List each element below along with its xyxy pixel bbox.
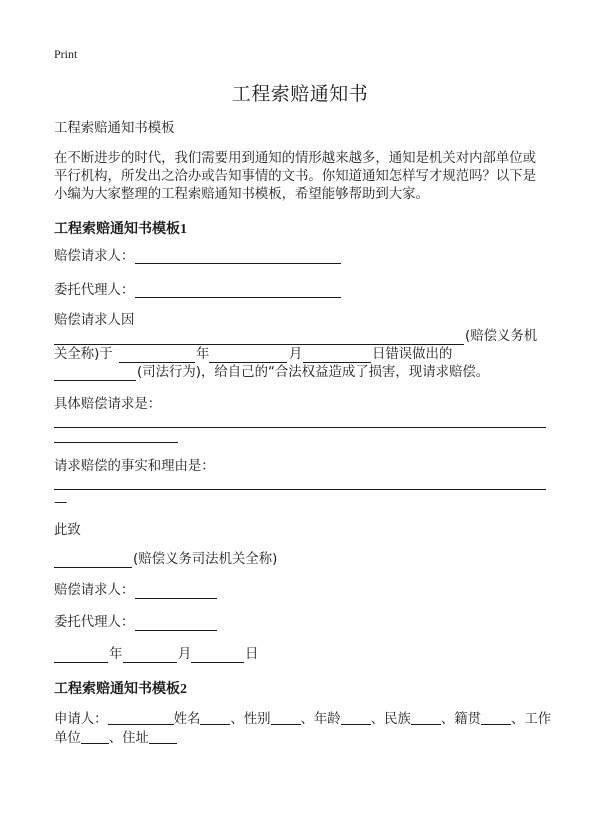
obligor-full-name-cont: 关全称)于 — [54, 347, 113, 362]
intro-line-2: 平行机构，所发出之洽办或告知事情的文书。你知道通知怎样写才规范吗？以下是 — [54, 169, 537, 184]
applicant-label: 申请人： — [54, 712, 108, 727]
claimant-sign-label: 赔偿请求人： — [54, 583, 135, 598]
to-label: 此致 — [54, 523, 81, 538]
date-day-label: 日 — [245, 647, 259, 662]
ethnicity-blank — [411, 710, 441, 725]
name-blank — [200, 710, 230, 725]
agent-blank — [135, 297, 341, 298]
specific-request-label: 具体赔偿请求是： — [54, 397, 162, 412]
date-month-label: 月 — [178, 647, 192, 662]
agent-sign-label: 委托代理人： — [54, 615, 135, 630]
recipient-text: (赔偿义务司法机关全称) — [133, 552, 278, 567]
date-month-blank — [123, 662, 177, 663]
date-year-label: 年 — [109, 647, 123, 662]
work-label: 、工作 — [511, 712, 552, 727]
obligor-full-name: (赔偿义务机 — [465, 329, 538, 344]
facts-label: 请求赔偿的事实和理由是： — [54, 459, 215, 474]
cause-label: 赔偿请求人因 — [54, 313, 135, 328]
page-title: 工程索赔通知书 — [231, 83, 369, 105]
year-label: 年 — [196, 347, 210, 362]
age-label: 、年龄 — [300, 712, 341, 727]
gender-blank — [271, 710, 301, 725]
unit-label: 单位 — [54, 731, 81, 746]
template2-heading: 工程索赔通知书模板2 — [54, 682, 187, 697]
address-label: 、住址 — [108, 731, 149, 746]
date-year-blank — [54, 662, 108, 663]
claimant-label: 赔偿请求人： — [54, 249, 135, 264]
specific-request-line-1 — [54, 427, 546, 428]
agent-label: 委托代理人： — [54, 283, 135, 298]
address-blank — [149, 729, 177, 744]
judicial-act-blank — [54, 380, 136, 381]
month-label: 月 — [289, 347, 303, 362]
claimant-sign-blank — [135, 598, 217, 599]
age-blank — [341, 710, 371, 725]
obligor-name-blank — [54, 344, 464, 345]
day-wrong-label: 日错误做出的 — [372, 347, 453, 362]
ethnicity-label: 、民族 — [370, 712, 411, 727]
year-blank — [119, 362, 195, 363]
specific-request-line-2 — [54, 442, 178, 443]
applicant-blank — [108, 710, 174, 725]
judicial-act-text: (司法行为)，给自己的“合法权益造成了损害，现请求赔偿。 — [137, 365, 490, 380]
facts-tail: — — [54, 495, 68, 510]
gender-label: 、性别 — [230, 712, 271, 727]
claimant-blank — [135, 263, 341, 264]
applicant-line-1 — [54, 710, 551, 729]
recipient-blank — [54, 567, 132, 568]
month-blank — [209, 362, 287, 363]
date-day-blank — [191, 662, 244, 663]
template1-heading: 工程索赔通知书模板1 — [54, 222, 187, 237]
agent-sign-blank — [135, 630, 217, 631]
subtitle: 工程索赔通知书模板 — [54, 121, 175, 136]
intro-line-3: 小编为大家整理的工程索赔通知书模板，希望能够帮助到大家。 — [54, 187, 429, 202]
origin-label: 、籍贯 — [440, 712, 482, 727]
intro-line-1: 在不断进步的时代，我们需要用到通知的情形越来越多，通知是机关对内部单位或 — [54, 151, 537, 166]
print-link[interactable]: Print — [54, 47, 78, 61]
origin-blank — [481, 710, 511, 725]
facts-line-1 — [54, 489, 546, 490]
name-label: 姓名 — [173, 712, 201, 727]
day-blank — [303, 362, 371, 363]
unit-blank — [81, 729, 109, 744]
applicant-line-2 — [54, 729, 177, 748]
